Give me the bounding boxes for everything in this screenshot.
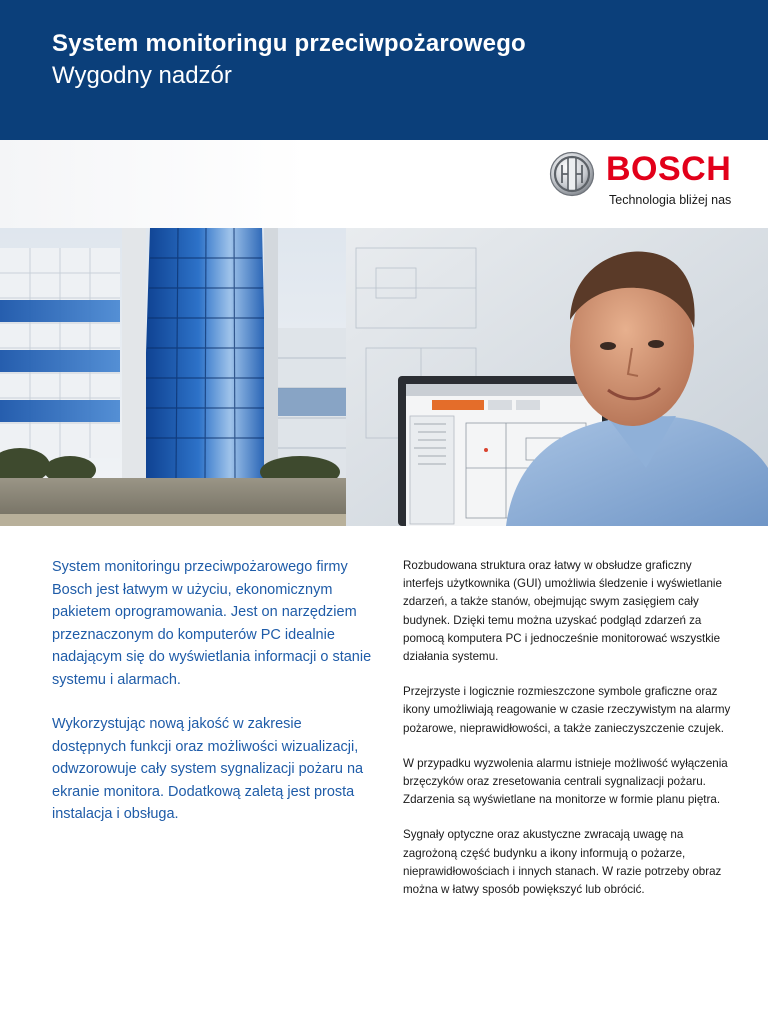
intro-paragraph: System monitoringu przeciwpożarowego firmy Bosch jest łatwym w użyciu, ekonomicznym pakietem oprogramowania. Jest on narzędziem przeznaczonym do komputerów PC idealnie nadającym się do wyświetlania informacji o stanie systemu i alarmach. — [52, 559, 372, 688]
intro-paragraph: Wykorzystując nową jakość w zakresie dostępnych funkcji oraz możliwości wizualizacji, odwzorowuje cały system sygnalizacji pożaru na ekranie monitora. Dodatkową zaletą jest prosta instalacja i obsługa. — [52, 716, 364, 822]
header-band — [0, 0, 768, 140]
person-with-monitor-photo — [346, 228, 768, 526]
body-column — [403, 557, 733, 916]
body-paragraph: W przypadku wyzwolenia alarmu istnieje możliwość wyłączenia brzęczyków oraz zresetowania centrali sygnalizacji pożaru. Zdarzenia są wyświetlane na monitorze w formie planu piętra. — [403, 756, 728, 807]
bosch-logo-text: BOSCH — [606, 150, 732, 188]
body-paragraph: Przejrzyste i logicznie rozmieszczone symbole graficzne oraz ikony umożliwiają reagowanie w czasie rzeczywistym na alarmy pożarowe, nieprawidłowości, a także zanieczyszczenie czujek. — [403, 685, 731, 735]
bosch-armature-icon — [549, 151, 595, 197]
intro-column — [52, 556, 374, 848]
body-paragraph: Rozbudowana struktura oraz łatwy w obsłudze graficzny interfejs użytkownika (GUI) umożliwia śledzenie i wyświetlanie zdarzeń, a także stanów, obejmując swym zasięgiem cały budynek. Dzięki temu można uzyskać podgląd zdarzeń za pomocą komputera PC i jednocześnie monitorować wszystkie działania systemu. — [403, 559, 722, 664]
page-title: System monitoringu przeciwpożarowego — [52, 30, 526, 57]
brand-tagline: Technologia bliżej nas — [609, 193, 732, 207]
body-paragraph: Sygnały optyczne oraz akustyczne zwracają uwagę na zagrożoną część budynku a ikony informują o pożarze, nieprawidłowościach i innych stanach. W razie potrzeby obraz można w łatwy sposób powiększyć lub obrócić. — [403, 828, 722, 897]
page-subtitle: Wygodny nadzór — [52, 62, 232, 89]
building-photo — [0, 228, 346, 526]
